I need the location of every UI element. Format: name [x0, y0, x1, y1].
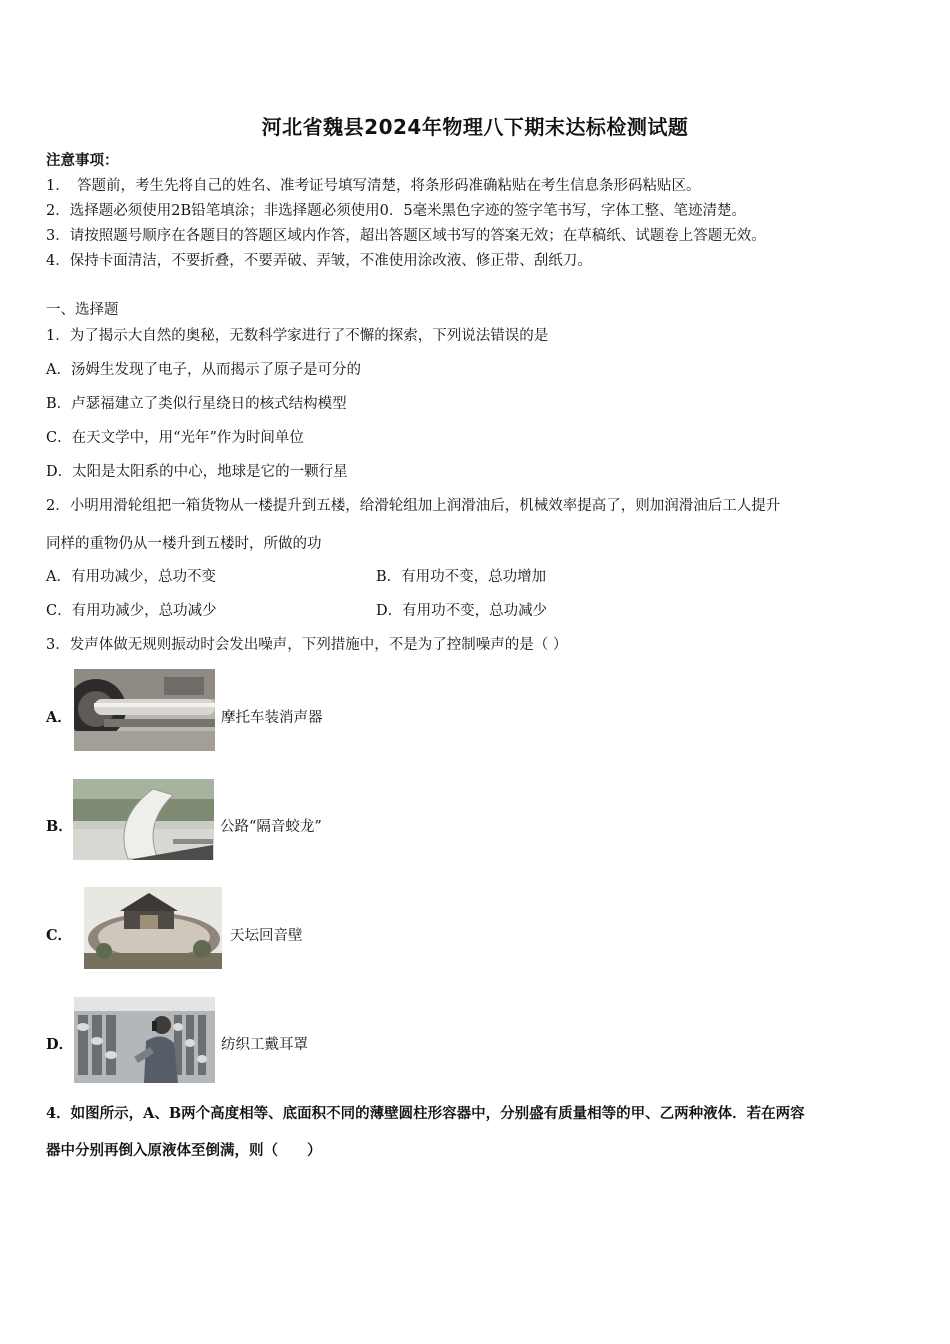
q2-stem-line2: 同样的重物仍从一楼升到五楼时，所做的功 — [46, 536, 322, 552]
q2-option-b: B．有用功不变，总功增加 — [376, 569, 547, 585]
section-heading: 一、选择题 — [46, 302, 119, 318]
q3-option-c-text: 天坛回音壁 — [230, 928, 303, 944]
q2-option-a: A．有用功减少，总功不变 — [46, 569, 216, 585]
q1-stem: 1．为了揭示大自然的奥秘，无数科学家进行了不懈的探索，下列说法错误的是 — [46, 328, 549, 344]
q2-option-c: C．有用功减少，总功减少 — [46, 603, 217, 619]
q3-option-c-letter: C． — [46, 927, 73, 944]
q3-option-b-letter: B． — [46, 818, 73, 835]
echo-wall-image — [84, 887, 222, 969]
motorcycle-muffler-image — [74, 669, 215, 751]
textile-worker-image — [74, 997, 215, 1083]
q3-option-a-text: 摩托车装消声器 — [221, 710, 323, 726]
q1-option-a: A．汤姆生发现了电子，从而揭示了原子是可分的 — [46, 362, 361, 378]
notice-heading: 注意事项： — [46, 152, 119, 169]
q1-option-b: B．卢瑟福建立了类似行星绕日的核式结构模型 — [46, 396, 347, 412]
q1-option-d: D．太阳是太阳系的中心，地球是它的一颗行星 — [46, 464, 348, 480]
page-title: 河北省魏县2024年物理八下期末达标检测试题 — [261, 115, 689, 139]
notice-item: 1． 答题前，考生先将自己的姓名、准考证号填写清楚，将条形码准确粘贴在考生信息条形码粘贴区。 — [46, 178, 701, 194]
q1-option-c: C．在天文学中，用“光年”作为时间单位 — [46, 430, 304, 446]
notice-item: 4．保持卡面清洁，不要折叠，不要弄破、弄皱，不准使用涂改液、修正带、刮纸刀。 — [46, 253, 592, 269]
q3-option-a-letter: A． — [46, 709, 72, 726]
q4-stem-line1: 4．如图所示，A、B两个高度相等、底面积不同的薄壁圆柱形容器中，分别盛有质量相等的甲、乙两种液体．若在两容 — [46, 1105, 805, 1122]
q2-stem-line1: 2．小明用滑轮组把一箱货物从一楼提升到五楼，给滑轮组加上润滑油后，机械效率提高了，则加润滑油后工人提升 — [46, 498, 781, 514]
q3-option-d-text: 纺织工戴耳罩 — [221, 1037, 308, 1053]
q3-option-d-letter: D． — [46, 1036, 74, 1053]
q4-stem-line2: 器中分别再倒入原液体至倒满，则（ ） — [46, 1142, 322, 1159]
q2-option-d: D．有用功不变，总功减少 — [376, 603, 548, 619]
notice-item: 3．请按照题号顺序在各题目的答题区域内作答，超出答题区域书写的答案无效；在草稿纸、试题卷上答题无效。 — [46, 228, 766, 244]
notice-item: 2．选择题必须使用2B铅笔填涂；非选择题必须使用0．5毫米黑色字迹的签字笔书写，字体工整、笔迹清楚。 — [46, 203, 747, 219]
q3-stem: 3．发声体做无规则振动时会发出噪声，下列措施中，不是为了控制噪声的是（ ） — [46, 637, 568, 653]
q3-option-b-text: 公路“隔音蛟龙” — [220, 819, 322, 835]
noise-barrier-image — [73, 779, 214, 860]
